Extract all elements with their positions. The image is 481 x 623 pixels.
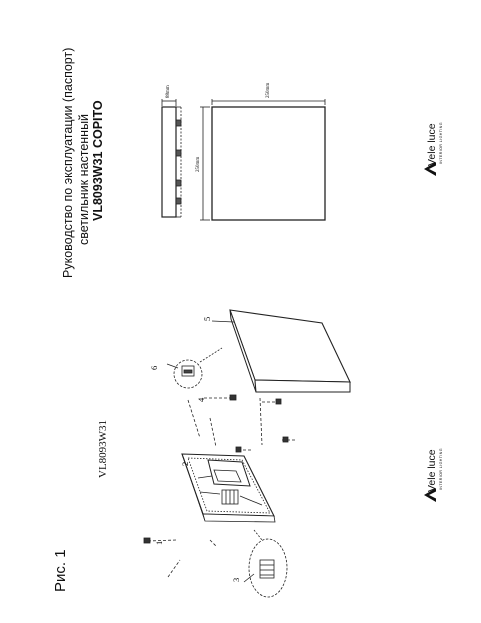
- front-view: [200, 99, 325, 220]
- document-subtitle: светильник настенный: [77, 113, 91, 245]
- callout-5: 5: [202, 316, 212, 321]
- document-title: Руководство по эксплуатации (паспорт): [61, 47, 75, 278]
- callout-6: 6: [149, 365, 159, 370]
- diffuser-panel: [212, 310, 350, 392]
- callout-1: 1: [154, 540, 164, 545]
- figure-label: Рис. 1: [52, 549, 69, 592]
- figure-model-code: VL8093W31: [97, 419, 109, 478]
- callout-3: 3: [231, 577, 241, 582]
- brand-name: Vele luce: [426, 449, 438, 492]
- dimension-width: 250mm: [266, 82, 271, 98]
- product-model: VL8093W31 COPITO: [91, 100, 105, 221]
- brand-tagline: INTERIOR LIGHTING: [439, 122, 443, 164]
- side-view: [162, 99, 181, 217]
- brand-tagline: INTERIOR LIGHTING: [439, 448, 443, 490]
- brand-name: Vele luce: [426, 123, 438, 166]
- dimension-depth: 88mm: [166, 85, 171, 98]
- callout-2: 2: [180, 461, 190, 466]
- detail-connector: [244, 530, 287, 597]
- callout-4: 4: [196, 397, 206, 402]
- detail-clip: [167, 348, 222, 388]
- dimension-height: 250mm: [196, 156, 201, 172]
- base-plate: [182, 454, 275, 522]
